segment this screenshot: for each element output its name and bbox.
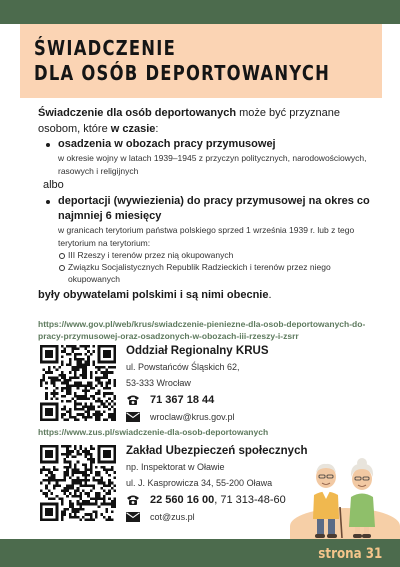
zus-phone-row bbox=[126, 491, 326, 508]
territory-item-2: Związku Socjalistycznych Republik Radzieckich i terenów przez niego okupowanych bbox=[58, 261, 383, 285]
elderly-couple-illustration bbox=[300, 455, 390, 540]
main-content bbox=[38, 105, 383, 303]
albo-text: albo bbox=[43, 179, 64, 191]
intro-colon: : bbox=[155, 123, 159, 135]
krus-email[interactable]: wroclaw@krus.gov.pl bbox=[150, 411, 235, 422]
item-1-head: osadzenia w obozach pracy przymusowej bbox=[58, 138, 276, 150]
zus-address-1: np. Inspektorat w Oławie bbox=[126, 462, 225, 472]
zus-contact bbox=[126, 444, 326, 525]
intro-bold-end: w czasie bbox=[110, 123, 156, 135]
page-number-label: strona 31 bbox=[317, 546, 382, 562]
krus-qr-code bbox=[40, 345, 116, 421]
zus-email[interactable]: cot@zus.pl bbox=[150, 511, 195, 522]
title-box bbox=[20, 24, 382, 98]
zus-phone-rest[interactable]: , 71 313-48-60 bbox=[214, 493, 286, 506]
zus-phone-main[interactable]: 22 560 16 00 bbox=[150, 493, 215, 506]
phone-icon bbox=[126, 394, 144, 406]
eligibility-list bbox=[38, 137, 383, 177]
zus-qr-code bbox=[40, 445, 116, 521]
territory-item-1: III Rzeszy i terenów przez nią okupowanych bbox=[58, 249, 383, 261]
krus-contact bbox=[126, 344, 326, 425]
krus-url-link[interactable]: https://www.gov.pl/web/krus/swiadczenie-pieniezne-dla-osob-deportowanych-do-pracy-przymusowej-oraz-osadzonych-w-obozach-iii-rzeszy-i-zsrr bbox=[38, 319, 366, 341]
closing-bold: były obywatelami polskimi i są nimi obecnie bbox=[38, 289, 269, 301]
title-line-1: ŚWIADCZENIE bbox=[34, 36, 177, 60]
closing-line bbox=[38, 288, 383, 303]
zus-address-2: ul. J. Kasprowicza 34, 55-200 Oława bbox=[126, 478, 273, 488]
zus-name: Zakład Ubezpieczeń społecznych bbox=[126, 445, 308, 457]
envelope-icon bbox=[126, 412, 144, 422]
krus-name: Oddział Regionalny KRUS bbox=[126, 345, 269, 357]
item-1-sub: w okresie wojny w latach 1939–1945 z przyczyn politycznych, narodowościowych, rasowych i religijnych bbox=[58, 153, 367, 176]
krus-email-row bbox=[126, 408, 326, 425]
krus-address-2: 53-333 Wrocław bbox=[126, 378, 191, 388]
eligibility-item-2 bbox=[38, 194, 383, 285]
item-2-sub: w granicach terytorium państwa polskiego sprzed 1 września 1939 r. lub z tego terytorium na terytorium: bbox=[58, 225, 355, 248]
eligibility-list-2 bbox=[38, 194, 383, 285]
title-line-2: DLA OSÓB DEPORTOWANYCH bbox=[34, 61, 331, 85]
eligibility-item-1 bbox=[38, 137, 383, 177]
krus-phone-row bbox=[126, 391, 326, 408]
closing-dot: . bbox=[268, 289, 272, 301]
envelope-icon bbox=[126, 512, 144, 522]
zus-url-link[interactable]: https://www.zus.pl/swiadczenie-dla-osob-deportowanych bbox=[38, 427, 269, 437]
top-band bbox=[0, 0, 400, 24]
item-2-head: deportacji (wywiezienia) do pracy przymusowej na okres co najmniej 6 miesięcy bbox=[58, 195, 370, 222]
intro-mid: może być przyznane osobom, które bbox=[38, 107, 340, 135]
territory-list bbox=[58, 249, 383, 285]
krus-address-1: ul. Powstańców Śląskich 62, bbox=[126, 362, 240, 372]
intro-paragraph bbox=[38, 105, 383, 137]
phone-icon bbox=[126, 494, 144, 506]
krus-phone[interactable]: 71 367 18 44 bbox=[150, 393, 215, 406]
intro-bold-start: Świadczenie dla osób deportowanych bbox=[38, 107, 237, 119]
